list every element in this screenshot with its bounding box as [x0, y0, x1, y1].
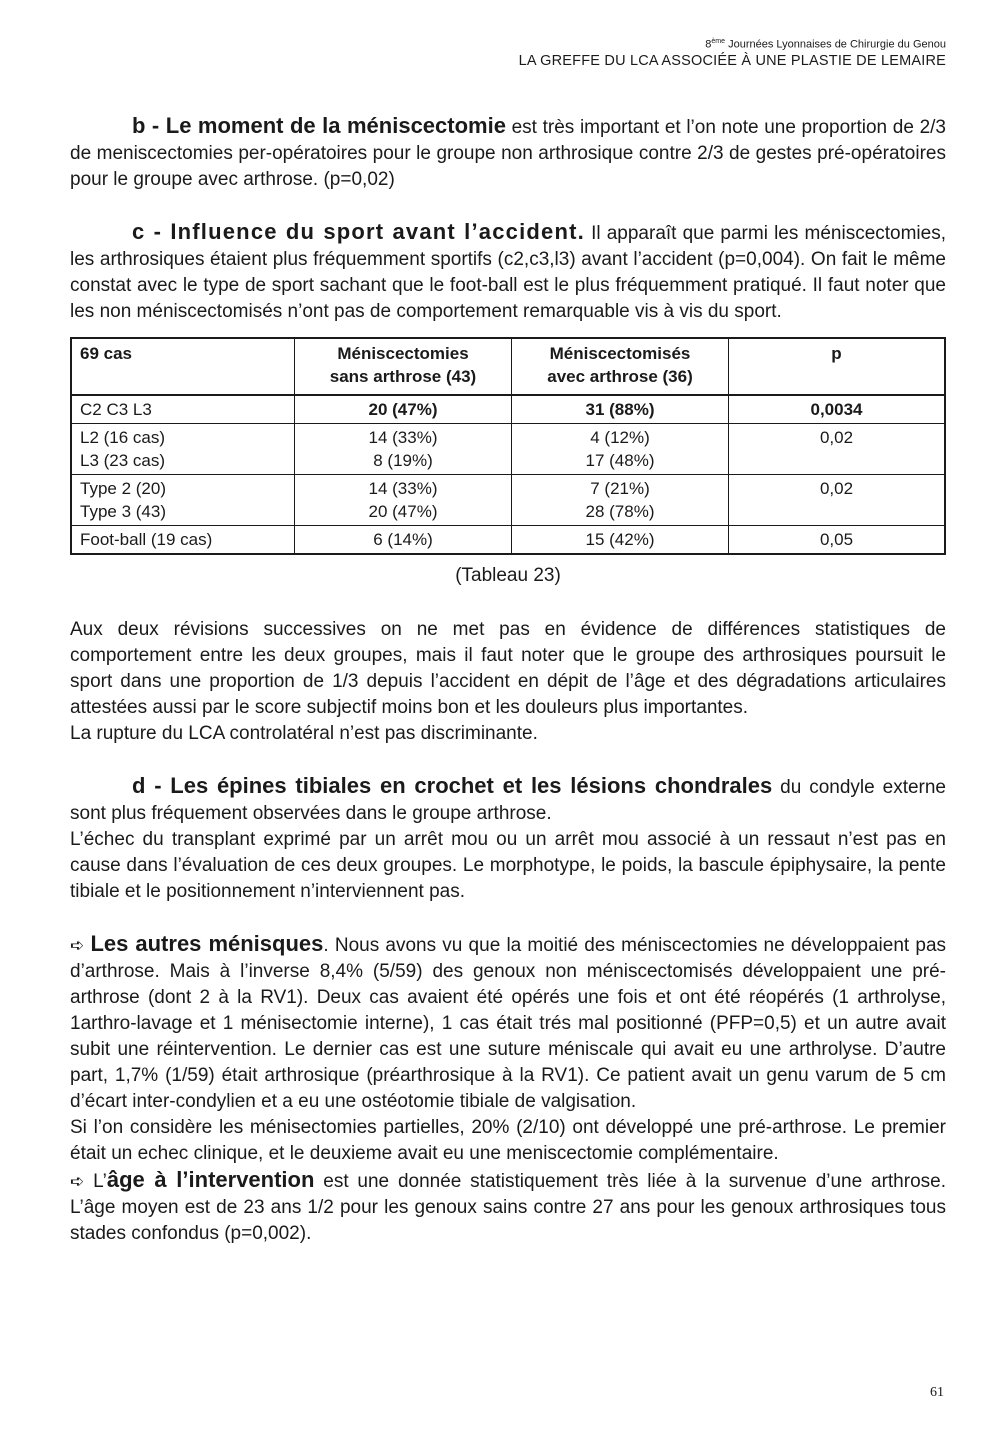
- table-row: [71, 424, 945, 475]
- table-cell: 0,02: [729, 475, 946, 526]
- table-cell: 0,02: [729, 424, 946, 475]
- partielles-paragraph: Si l’on considère les ménisectomies partielles, 20% (2/10) ont développé une pré-arthrose. Le premier était un echec clinique, et le deuxieme avait eu une meniscectomie complémentaire.: [70, 1117, 946, 1164]
- table-cell: C2 C3 L3: [71, 395, 295, 424]
- page-body: [70, 113, 946, 1247]
- results-table: [70, 337, 946, 555]
- table-cell: L2 (16 cas) L3 (23 cas): [71, 424, 295, 475]
- table-cell: 14 (33%) 8 (19%): [295, 424, 512, 475]
- age-paragraph: ➪ L’âge à l’intervention est une donnée statistiquement très liée à la survenue d’une arthrose. L’âge moyen est de 23 ans 1/2 pour les genoux sains contre 27 ans pour les genoux arthrosiques tous stades confondus (p=0,002).: [70, 1167, 946, 1244]
- table-cell: 0,0034: [729, 395, 946, 424]
- header-conference: 8ème Journées Lyonnaises de Chirurgie du Genou: [705, 38, 946, 51]
- table-row: [71, 526, 945, 555]
- section-d-paragraph-2: L’échec du transplant exprimé par un arrêt mou ou un arrêt mou associé à un ressaut n’est pas en cause dans l’évaluation de ces deux groupes. Le morphotype, le poids, la bascule épiphysaire, la pente tibiale et le positionnement n’interviennent pas.: [70, 829, 946, 902]
- table-cell: 4 (12%) 17 (48%): [512, 424, 729, 475]
- lca-paragraph: La rupture du LCA controlatéral n’est pas discriminante.: [70, 723, 538, 744]
- table-cell: 31 (88%): [512, 395, 729, 424]
- page-number: 61: [930, 1385, 944, 1400]
- table-row: [71, 475, 945, 526]
- revisions-paragraph: Aux deux révisions successives on ne met pas en évidence de différences statistiques de comportement entre les deux groupes, mais il faut noter que le groupe des arthrosiques poursuit le sport dans une proportion de 1/3 depuis l’accident en dépit de l’âge et des dégradations articulaires attestées aussi par le score subjectif moins bon et les douleurs plus importantes.: [70, 619, 946, 718]
- table-cell: Type 2 (20) Type 3 (43): [71, 475, 295, 526]
- running-header: [519, 38, 946, 71]
- table-cell: 14 (33%) 20 (47%): [295, 475, 512, 526]
- section-d-paragraph: d - Les épines tibiales en crochet et les lésions chondrales du condyle externe sont plus fréquement observées dans le groupe arthrose.: [70, 773, 947, 824]
- section-d-heading: d - Les épines tibiales en crochet et les lésions chondrales: [132, 773, 773, 798]
- section-b-paragraph: b - Le moment de la méniscectomie est très important et l’on note une proportion de 2/3 de meniscectomies per-opératoires pour le groupe non arthrosique contre 2/3 de gestes pré-opératoires pour le groupe avec arthrose. (p=0,02): [70, 113, 946, 190]
- table-cell: Foot-ball (19 cas): [71, 526, 295, 555]
- table-header-cell: p: [729, 338, 946, 395]
- table-header-cell: Méniscectomies sans arthrose (43): [295, 338, 512, 395]
- table-header-cell: 69 cas: [71, 338, 295, 395]
- table-cell: 7 (21%) 28 (78%): [512, 475, 729, 526]
- age-heading: âge à l’intervention: [106, 1167, 315, 1192]
- section-b-heading: b - Le moment de la méniscectomie: [132, 113, 506, 138]
- arrow-right-icon: ➪: [70, 1172, 85, 1191]
- table-cell: 20 (47%): [295, 395, 512, 424]
- table-cell: 0,05: [729, 526, 946, 555]
- arrow-right-icon: ➪: [70, 936, 85, 955]
- table-row: [71, 395, 945, 424]
- section-c-paragraph: c - Influence du sport avant l’accident. Il apparaît que parmi les méniscectomies, les arthrosiques étaient plus fréquemment sportifs (c2,c3,l3) avant l’accident (p=0,004). On fait le même constat avec le type de sport sachant que le foot-ball est le plus fréquemment pratiqué. Il faut noter que les non méniscectomisés n’ont pas de comportement remarquable vis à vis du sport.: [70, 219, 946, 322]
- table-cell: 6 (14%): [295, 526, 512, 555]
- section-c-heading: c - Influence du sport avant l’accident.: [132, 219, 585, 244]
- autres-paragraph: ➪ Les autres ménisques. Nous avons vu que la moitié des méniscectomies ne développaient pas d’arthrose. Mais à l’inverse 8,4% (5/59) des genoux non méniscectomisés développaient une pré-arthrose (dont 2 à la RV1). Deux cas avaient été opérés une fois et ont été réopérés (1 arthrolyse, 1arthro-lavage et 1 ménisectomie interne), 1 cas était trés mal positionné (PFP=0,5) et un autre avait subit une réintervention. Le dernier cas est une suture méniscale qui avait eu une arthrolyse. D’autre part, 1,7% (1/59) était arthrosique (préarthrosique à la RV1). Ce patient avait un genu varum de 5 cm d’écart inter-condylien et a eu une ostéotomie tibiale de valgisation.: [70, 931, 947, 1112]
- table-header-cell: Méniscectomisés avec arthrose (36): [512, 338, 729, 395]
- table-caption: (Tableau 23): [455, 565, 561, 586]
- table-header-row: [71, 338, 945, 395]
- header-title: LA GREFFE DU LCA ASSOCIÉE À UNE PLASTIE DE LEMAIRE: [518, 53, 946, 70]
- autres-heading: Les autres ménisques: [90, 931, 324, 956]
- table-cell: 15 (42%): [512, 526, 729, 555]
